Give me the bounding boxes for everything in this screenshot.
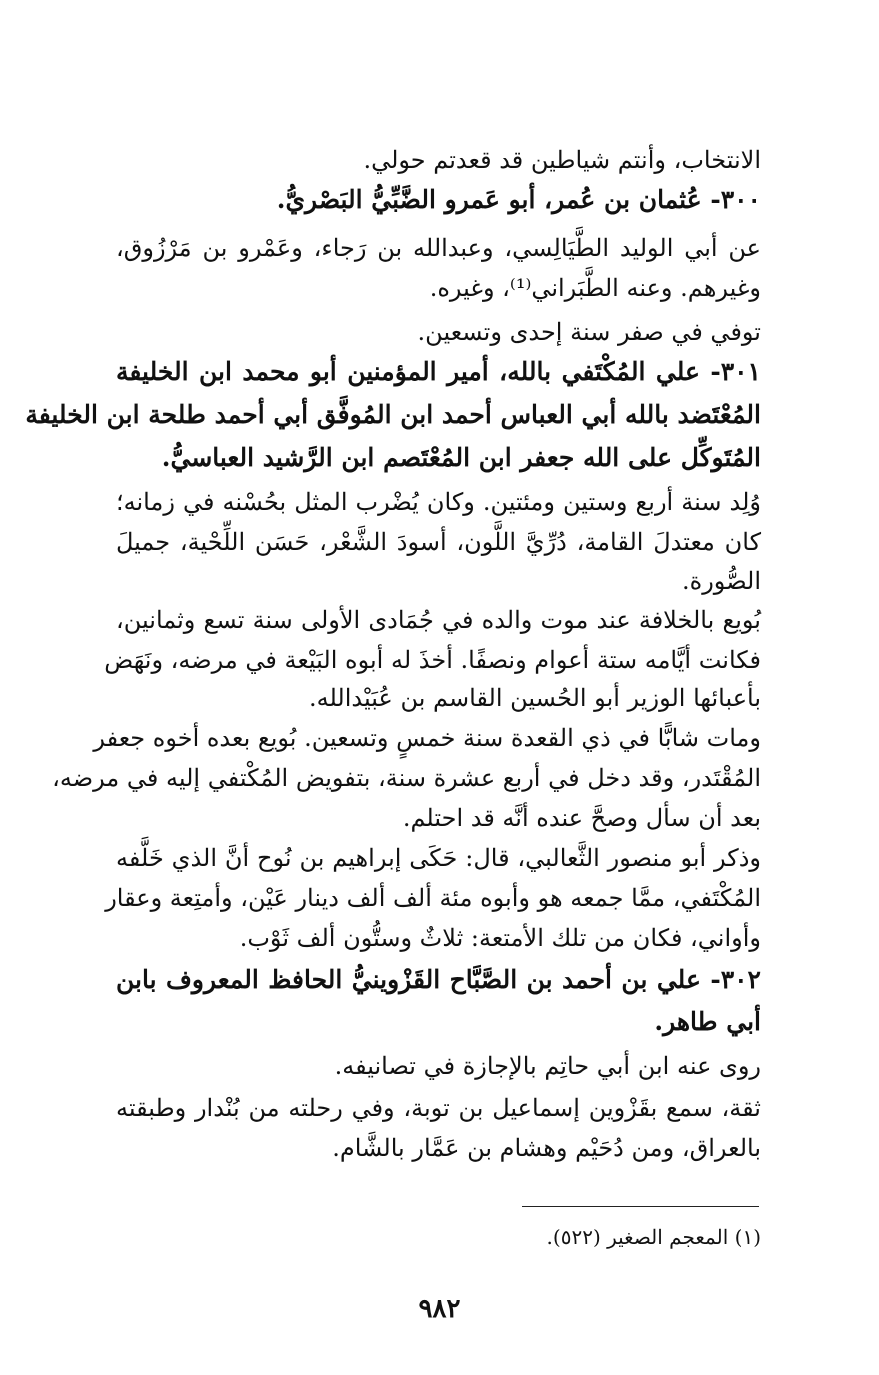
text-line: عن أبي الوليد الطَّيَالِسي، وعبدالله بن رَجاء، وعَمْرو بن مَرْزُوق، (116, 234, 761, 262)
text-line: روى عنه ابن أبي حاتِم بالإجازة في تصانيفه. (334, 1052, 761, 1080)
footnote: (١) المعجم الصغير (٥٢٢). (546, 1225, 761, 1249)
entry-heading-300: ٣٠٠- عُثمان بن عُمر، أبو عَمرو الضَّبِّيُّ البَصْريُّ. (276, 185, 761, 214)
entry-heading-301: ٣٠١- علي المُكْتَفي بالله، أمير المؤمنين أبو محمد ابن الخليفة (116, 357, 761, 386)
text-line: وُلِد سنة أربع وستين ومئتين. وكان يُضْرب المثل بحُسْنه في زمانه؛ (116, 488, 761, 516)
text-line: المُقْتَدر، وقد دخل في أربع عشرة سنة، بتفويض المُكْتفي إليه في مرضه، (52, 764, 761, 792)
text-line: الصُّورة. (682, 567, 761, 595)
entry-heading-302: ٣٠٢- علي بن أحمد بن الصَّبَّاح القَزْوينيُّ الحافظ المعروف بابن (116, 965, 761, 994)
text-line: بالعراق، ومن دُحَيْم وهشام بن عَمَّار بالشَّام. (332, 1134, 761, 1162)
text-line: وغيرهم. وعنه الطَّبَراني⁽¹⁾، وغيره. (429, 274, 761, 302)
text-line: كان معتدلَ القامة، دُرِّيَّ اللَّون، أسودَ الشَّعْر، حَسَن اللِّحْية، جميلَ (116, 528, 761, 556)
text-line: بأعبائها الوزير أبو الحُسين القاسم بن عُبَيْدالله. (308, 684, 761, 712)
entry-heading-301-cont: المُعْتَضد بالله أبي العباس أحمد ابن المُوفَّق أبي أحمد طلحة ابن الخليفة (25, 400, 761, 429)
text-line: توفي في صفر سنة إحدى وتسعين. (417, 318, 761, 346)
text-line: بُويع بالخلافة عند موت والده في جُمَادى الأولى سنة تسع وثمانين، (116, 606, 761, 634)
text-line: وأواني، فكان من تلك الأمتعة: ثلاثٌ وستُّون ألف ثَوْب. (239, 924, 761, 952)
text-line: وذكر أبو منصور الثَّعالبي، قال: حَكَى إبراهيم بن نُوح أنَّ الذي خَلَّفه (116, 844, 761, 872)
entry-heading-302-cont: أبي طاهر. (654, 1007, 761, 1036)
page-number: ٩٨٢ (418, 1294, 461, 1324)
text-line: ثقة، سمع بقَزْوين إسماعيل بن توبة، وفي رحلته من بُنْدار وطبقته (116, 1094, 761, 1122)
text-line: ومات شابًّا في ذي القعدة سنة خمسٍ وتسعين. بُويع بعده أخوه جعفر (93, 724, 761, 752)
text-line: المُكْتَفي، ممَّا جمعه هو وأبوه مئة ألف ألف دينار عَيْن، وأمتِعة وعقار (105, 884, 761, 912)
text-line: بعد أن سأل وصحَّ عنده أنَّه قد احتلم. (402, 804, 761, 832)
entry-heading-301-cont: المُتَوكِّل على الله جعفر ابن المُعْتَصم ابن الرَّشيد العباسيُّ. (161, 443, 761, 472)
footnote-divider (522, 1206, 759, 1207)
text-line: فكانت أيَّامه ستة أعوام ونصفًا. أخذَ له أبوه البَيْعة في مرضه، ونَهَض (104, 646, 761, 674)
text-line: الانتخاب، وأنتم شياطين قد قعدتم حولي. (363, 146, 761, 174)
